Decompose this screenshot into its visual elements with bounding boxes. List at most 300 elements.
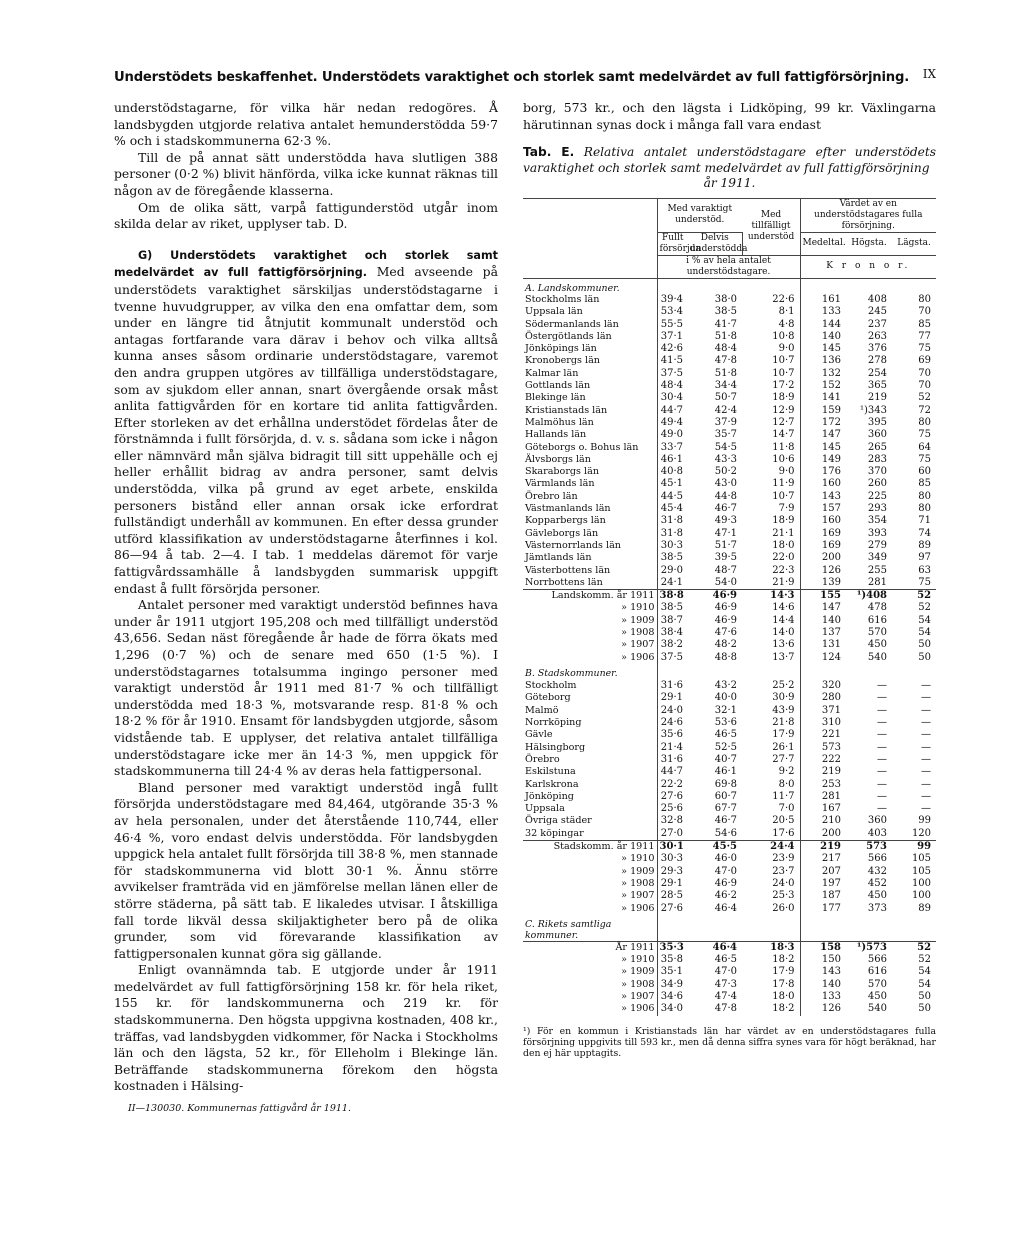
table-row: [523, 766, 936, 778]
cell-hogsta: —: [877, 803, 888, 815]
cell-tillfalligt: 10·7: [742, 491, 800, 503]
cell-medeltal: 200: [821, 827, 842, 839]
cell-medeltal: 200: [821, 552, 842, 564]
cell-fullt: 31·6: [660, 680, 683, 692]
row-label: Södermanlands län: [523, 319, 657, 331]
cell-tillfalligt: 43·9: [742, 705, 800, 717]
section-paragraph: [114, 247, 498, 597]
page-number: IX: [922, 67, 936, 81]
table-row: [523, 368, 936, 380]
cell-medeltal: 159: [821, 404, 842, 416]
cell-lagsta: 70: [918, 380, 932, 392]
row-label: Malmöhus län: [523, 417, 657, 429]
row-label: [523, 991, 657, 1003]
row-label: [523, 890, 657, 902]
cell-lagsta: 71: [918, 515, 932, 527]
cell-lagsta: 85: [918, 318, 932, 330]
cell-medeltal: 187: [821, 890, 842, 902]
row-label: Kalmar län: [523, 368, 657, 380]
cell-medeltal: 222: [821, 753, 842, 765]
cell-tillfalligt: 20·5: [742, 815, 800, 827]
cell-tillfalligt: 18·2: [742, 1003, 800, 1015]
cell-tillfalligt: 10·6: [742, 454, 800, 466]
table-row: [523, 639, 936, 651]
cell-hogsta: 360: [867, 815, 888, 827]
cell-hogsta: ¹)343: [860, 404, 888, 416]
cell-hogsta: 450: [867, 890, 888, 902]
cell-hogsta: 255: [867, 564, 888, 576]
paragraph: Antalet personer med varaktigt understöd befinnes hava under år 1911 utgjort 195,208 och med tillfälligt understöd 43,656. Sedan näst föregående år hade de förra ökats med 1,296 (0·7 %) och de senare med 650 (1·5 %). I understödstagarnes totalsumma ingingo personer med varaktigt understöd år 1911 med 81·7 % och tillfälligt understödda med 18·3 %, motsvarande resp. 81·8 % och 18·2 % för år 1910. Ensamt för landsbygden utgjorde, såsom vidstående tab. E upplyser, det relativa antalet tillfälliga understödstagare icke mer än 14·3 %, men uppgick för stadskommunerna till 24·4 % av deras hela fattigpersonal.: [114, 597, 498, 779]
cell-fullt: 34·6: [660, 991, 683, 1002]
cell-medeltal: 172: [821, 416, 842, 428]
cell-fullt: 22·2: [660, 778, 683, 790]
cell-fullt: 31·8: [660, 515, 683, 527]
cell-hogsta: 225: [867, 490, 888, 502]
cell-tillfalligt: 18·3: [742, 941, 800, 954]
cell-fullt: 39·4: [660, 293, 683, 305]
cell-lagsta: 50: [918, 639, 932, 651]
cell-tillfalligt: 21·8: [742, 717, 800, 729]
row-label: [523, 627, 657, 639]
cell-delvis: 51·8: [714, 367, 738, 379]
row-label-prefix: »: [621, 614, 628, 626]
cell-delvis: 40·0: [714, 692, 738, 704]
paragraph: Bland personer med varaktigt understöd ingå fullt försörjda understödstagare med 84,464, utgörande 35·3 % av hela personalen, under det återstående 110,744, eller 46·4 %, voro endast delvis understödda. För landsbygden uppgick hela antalet fullt försörjda till 38·8 %, men stannade för stadskommunerna vid blott 30·1 %. Ännu större avvikelser framträda vid en jämförelse mellan länen eller de större städerna, på sätt tab. E likaledes utvisar. I åtskilliga fall torde likväl dessa skiljaktigheter bero på de olika grunder, som vid förevarande klassifikation av fattigpersonalen kunnat göra sig gällande.: [114, 779, 498, 961]
row-label: [523, 1003, 657, 1015]
cell-medeltal: 155: [800, 590, 846, 603]
table-body-a: [523, 294, 936, 590]
cell-tillfalligt: 10·7: [742, 355, 800, 367]
cell-delvis: 46·4: [714, 902, 738, 914]
cell-lagsta: 54: [918, 978, 932, 990]
table-row: [523, 343, 936, 355]
cell-delvis: 69·8: [714, 778, 738, 790]
row-label-prefix: »: [621, 853, 628, 865]
cell-tillfalligt: 14·6: [742, 602, 800, 614]
cell-hogsta: 365: [867, 380, 888, 392]
table-row: [523, 442, 936, 454]
cell-hogsta: —: [877, 753, 888, 765]
cell-hogsta: 570: [867, 978, 888, 990]
cell-tillfalligt: 17·2: [742, 380, 800, 392]
row-year: 1911: [630, 941, 655, 953]
row-label-prefix: »: [621, 639, 628, 651]
cell-lagsta: 80: [918, 416, 932, 428]
cell-tillfalligt: 24·0: [742, 878, 800, 890]
table-row: [523, 903, 936, 915]
cell-fullt: 44·7: [660, 404, 683, 416]
cell-medeltal: 147: [821, 602, 842, 614]
row-label-prefix: »: [621, 954, 628, 966]
header-tillfalligt: Med tillfälligt understöd: [742, 198, 800, 255]
cell-medeltal: 253: [821, 778, 842, 790]
row-year: 1910: [630, 602, 655, 614]
cell-delvis: 53·6: [714, 717, 738, 729]
cell-delvis: 47·1: [714, 527, 738, 539]
cell-delvis: 48·2: [714, 639, 738, 651]
cell-hogsta: 540: [867, 651, 888, 663]
header-percent: i % av hela antalet understödstagare.: [657, 255, 800, 278]
table-row: [523, 853, 936, 865]
cell-fullt: 44·5: [660, 490, 683, 502]
cell-delvis: 48·4: [714, 343, 738, 355]
row-label: Eskilstuna: [523, 766, 657, 778]
cell-fullt: 45·1: [660, 478, 683, 490]
right-column: [523, 100, 936, 1059]
paragraph: Till de på annat sätt understödda hava slutligen 388 personer (0·2 %) blivit hänförda, vilka icke kunnat räknas till någon av de föregående klasserna.: [114, 149, 499, 198]
cell-tillfalligt: 18·0: [742, 991, 800, 1003]
row-label-prefix: »: [621, 890, 628, 902]
row-label: [523, 966, 657, 978]
table-row: [523, 754, 936, 766]
cell-fullt: 34·0: [660, 1003, 683, 1015]
table-row: [523, 602, 936, 614]
cell-tillfalligt: 25·2: [742, 680, 800, 692]
table-row: [523, 779, 936, 791]
table-years-b: [523, 841, 936, 915]
table-row: [523, 717, 936, 729]
cell-lagsta: 100: [911, 890, 932, 902]
cell-fullt: 27·6: [660, 790, 683, 802]
cell-medeltal: 177: [821, 902, 842, 914]
cell-lagsta: —: [921, 778, 932, 790]
table-row: [523, 590, 936, 603]
cell-lagsta: 52: [892, 590, 936, 603]
cell-delvis: 39·5: [714, 552, 738, 564]
cell-hogsta: 370: [867, 466, 888, 478]
table-row: [523, 306, 936, 318]
row-label: [523, 878, 657, 890]
cell-delvis: 48·7: [714, 564, 738, 576]
cell-fullt: 45·4: [660, 503, 683, 515]
cell-fullt: 31·8: [660, 527, 683, 539]
cell-tillfalligt: 24·4: [742, 841, 800, 854]
cell-hogsta: 376: [867, 343, 888, 355]
cell-delvis: 37·9: [714, 416, 738, 428]
row-year: 1910: [630, 853, 655, 865]
cell-hogsta: 263: [867, 330, 888, 342]
cell-medeltal: 140: [821, 330, 842, 342]
row-label: Kopparbergs län: [523, 515, 657, 527]
cell-lagsta: 50: [918, 1003, 932, 1015]
cell-medeltal: 219: [821, 766, 842, 778]
table-row: [523, 331, 936, 343]
cell-hogsta: 573: [846, 841, 892, 854]
cell-tillfalligt: 4·8: [742, 319, 800, 331]
cell-lagsta: 80: [918, 490, 932, 502]
row-label-prefix: »: [621, 902, 628, 914]
table-row: [523, 705, 936, 717]
row-year: 1908: [630, 877, 655, 889]
cell-lagsta: 85: [918, 478, 932, 490]
cell-lagsta: 52: [918, 392, 932, 404]
table-row: [523, 941, 936, 954]
cell-hogsta: ¹)408: [846, 590, 892, 603]
row-year: 1911: [630, 841, 655, 853]
table-row: [523, 1003, 936, 1015]
cell-fullt: 53·4: [660, 306, 683, 318]
row-label: [523, 639, 657, 651]
row-year: 1907: [630, 639, 655, 651]
table-row: [523, 815, 936, 827]
cell-fullt: 46·1: [660, 453, 683, 465]
cell-medeltal: 145: [821, 441, 842, 453]
cell-hogsta: 450: [867, 639, 888, 651]
cell-delvis: 49·3: [714, 515, 738, 527]
cell-fullt: 24·1: [660, 576, 683, 588]
row-label: [523, 954, 657, 966]
table-row: [523, 466, 936, 478]
row-label: Västernorrlands län: [523, 540, 657, 552]
cell-delvis: 54·5: [714, 441, 738, 453]
cell-tillfalligt: 7·0: [742, 803, 800, 815]
row-label: Blekinge län: [523, 392, 657, 404]
table-row: [523, 791, 936, 803]
cell-fullt: 49·0: [660, 429, 683, 441]
row-label: Göteborgs o. Bohus län: [523, 442, 657, 454]
row-label: Hallands län: [523, 429, 657, 441]
cell-medeltal: 169: [821, 539, 842, 551]
cell-fullt: 24·0: [660, 704, 683, 716]
cell-fullt: 49·4: [660, 416, 683, 428]
row-label: Uppsala län: [523, 306, 657, 318]
cell-tillfalligt: 21·9: [742, 577, 800, 590]
cell-hogsta: 245: [867, 306, 888, 318]
row-label-prefix: »: [621, 978, 628, 990]
row-year: 1907: [630, 890, 655, 902]
cell-delvis: 54·0: [714, 576, 738, 588]
cell-lagsta: 69: [918, 355, 932, 367]
cell-lagsta: 63: [918, 564, 932, 576]
row-label: Värmlands län: [523, 478, 657, 490]
cell-tillfalligt: 7·9: [742, 503, 800, 515]
cell-delvis: 46·1: [714, 766, 738, 778]
cell-tillfalligt: 12·7: [742, 417, 800, 429]
cell-hogsta: 570: [867, 626, 888, 638]
table-row: [523, 803, 936, 815]
cell-hogsta: 450: [867, 991, 888, 1002]
cell-lagsta: —: [921, 680, 932, 692]
row-label: [523, 979, 657, 991]
running-header: [114, 66, 936, 85]
row-label: [523, 615, 657, 627]
table-row: [523, 417, 936, 429]
cell-tillfalligt: 11·7: [742, 791, 800, 803]
row-label-prefix: »: [621, 626, 628, 638]
row-label: Gävle: [523, 729, 657, 741]
cell-tillfalligt: 9·0: [742, 466, 800, 478]
cell-medeltal: 281: [821, 790, 842, 802]
cell-medeltal: 310: [821, 717, 842, 729]
cell-tillfalligt: 22·6: [742, 294, 800, 306]
cell-tillfalligt: 11·9: [742, 478, 800, 490]
table-caption-year: år 1911.: [703, 176, 756, 191]
cell-hogsta: —: [877, 766, 888, 778]
cell-delvis: 46·7: [714, 503, 738, 515]
cell-delvis: 60·7: [714, 790, 738, 802]
cell-tillfalligt: 23·9: [742, 853, 800, 865]
row-label: [523, 602, 657, 614]
cell-medeltal: 147: [821, 429, 842, 441]
row-year: 1909: [630, 614, 655, 626]
cell-lagsta: 100: [911, 877, 932, 889]
cell-tillfalligt: 22·0: [742, 552, 800, 564]
cell-lagsta: 54: [918, 626, 932, 638]
cell-lagsta: 120: [911, 827, 932, 839]
table-body-b: [523, 680, 936, 840]
row-label: [523, 652, 657, 664]
cell-delvis: 44·8: [714, 490, 738, 502]
cell-hogsta: —: [877, 692, 888, 704]
cell-medeltal: 144: [821, 318, 842, 330]
row-label-prefix: Stadskomm. år: [553, 841, 628, 853]
cell-fullt: 37·5: [660, 367, 683, 379]
section-text: Med avseende på understödets varaktighet särskiljas understödstagarne i tvenne huvudgrupper, av vilka den ena omfattar dem, som under en längre tid åtnjutit kommunalt understöd och antagas fortfarande vara därav i behov och vilka alltså kunna anses såsom ordinarie understödstagare, varemot den andra gruppen utgöres av tillfälliga understödstagare, som av sjukdom eller annan, snart övergående orsak måst anlita fattigvården för en kortare tid anlita fattigvården. Efter storleken av det erhållna understödet fördelas åter de förstnämnda i fullt försörjda, d. v. s. sådana som icke i någon eller nämnvärd mån själva bidragit till sitt uppehälle och ej heller erhållit bidrag av andra personer, samt delvis understödda, vilka på grund av eget arbete, enskilda personers bistånd eller annan orsak icke erfordrat fullständigt underhåll av kommunen. En efter dessa grunder utförd klassifikation av understödstagarne återfinnes i kol. 86—94 å tab. 2—4. I tab. 1 meddelas däremot för varje fattigvårdssamhälle å landsbygden summarisk uppgift endast å fullt försörjda personer.: [114, 264, 498, 596]
cell-lagsta: 54: [918, 966, 932, 978]
cell-hogsta: 478: [867, 602, 888, 614]
header-lagsta: Lägsta.: [897, 238, 931, 249]
row-label-prefix: »: [621, 991, 628, 1002]
cell-tillfalligt: 14·3: [742, 590, 800, 603]
cell-fullt: 38·2: [660, 639, 683, 651]
row-label: Skaraborgs län: [523, 466, 657, 478]
cell-medeltal: 150: [821, 954, 842, 966]
cell-lagsta: 75: [918, 453, 932, 465]
cell-tillfalligt: 23·7: [742, 866, 800, 878]
cell-medeltal: 160: [821, 478, 842, 490]
cell-hogsta: 566: [867, 954, 888, 966]
row-label-prefix: År: [615, 941, 628, 953]
cell-delvis: 46·9: [714, 614, 738, 626]
cell-lagsta: 60: [918, 466, 932, 478]
cell-delvis: 47·8: [714, 1003, 738, 1015]
cell-lagsta: 72: [918, 404, 932, 416]
section-heading: G) Understödets varaktighet och storlek samt medelvärdet av full fattigförsörjning.: [114, 248, 498, 280]
header-hogsta: Högsta.: [851, 238, 887, 249]
cell-lagsta: —: [921, 692, 932, 704]
cell-fullt: 21·4: [660, 741, 683, 753]
table-row: [523, 577, 936, 590]
cell-lagsta: 75: [918, 576, 932, 588]
cell-lagsta: 105: [911, 865, 932, 877]
cell-tillfalligt: 21·1: [742, 528, 800, 540]
cell-delvis: 43·2: [714, 680, 738, 692]
cell-tillfalligt: 18·9: [742, 515, 800, 527]
cell-hogsta: 616: [867, 614, 888, 626]
cell-medeltal: 207: [821, 865, 842, 877]
cell-medeltal: 140: [821, 614, 842, 626]
cell-hogsta: 278: [867, 355, 888, 367]
cell-medeltal: 124: [821, 651, 842, 663]
cell-fullt: 40·8: [660, 466, 683, 478]
cell-delvis: 46·5: [714, 954, 738, 966]
table-row: [523, 515, 936, 527]
row-year: 1906: [630, 651, 655, 663]
cell-hogsta: 293: [867, 503, 888, 515]
table-row: [523, 552, 936, 564]
cell-delvis: 43·0: [714, 478, 738, 490]
header-title: Understödets beskaffenhet. Understödets varaktighet och storlek samt medelvärdet av full fattigförsörjning.: [114, 70, 910, 85]
row-label: Västmanlands län: [523, 503, 657, 515]
row-label: Uppsala: [523, 803, 657, 815]
cell-fullt: 27·0: [660, 827, 683, 839]
cell-fullt: 41·5: [660, 355, 683, 367]
cell-hogsta: —: [877, 741, 888, 753]
cell-lagsta: 77: [918, 330, 932, 342]
table-row: [523, 991, 936, 1003]
cell-medeltal: 143: [821, 966, 842, 978]
cell-lagsta: 50: [918, 651, 932, 663]
paragraph: Enligt ovannämnda tab. E utgjorde under år 1911 medelvärdet av full fattigförsörjning 158 kr. för hela riket, 155 kr. för landskommunerna och 219 kr. för stadskommunerna. Den högsta uppgivna kostnaden, 408 kr., träffas, vad landsbygden vidkommer, för Nacka i Stockholms län och den lägsta, 52 kr., för Elleholm i Blekinge län. Beträffande stadskommunerna förekom den högsta kostnaden i Hälsing-: [114, 962, 498, 1094]
cell-lagsta: 99: [892, 841, 936, 854]
cell-fullt: 38·8: [657, 590, 688, 603]
table-row: [523, 429, 936, 441]
cell-delvis: 32·1: [714, 704, 738, 716]
cell-medeltal: 145: [821, 343, 842, 355]
cell-delvis: 47·3: [714, 978, 738, 990]
cell-fullt: 31·6: [660, 753, 683, 765]
cell-medeltal: 160: [821, 515, 842, 527]
row-year: 1908: [630, 626, 655, 638]
table-row: [523, 478, 936, 490]
table-years-c: [523, 941, 936, 1015]
cell-fullt: 55·5: [660, 318, 683, 330]
cell-hogsta: 219: [867, 392, 888, 404]
cell-fullt: 38·4: [660, 626, 683, 638]
cell-delvis: 46·9: [688, 590, 742, 603]
cell-delvis: 54·6: [714, 827, 738, 839]
cell-tillfalligt: 10·7: [742, 368, 800, 380]
table-row: [523, 979, 936, 991]
cell-tillfalligt: 18·9: [742, 392, 800, 404]
table-row: [523, 878, 936, 890]
row-label: [523, 841, 657, 854]
cell-hogsta: 395: [867, 416, 888, 428]
row-label: Östergötlands län: [523, 331, 657, 343]
header-varde: Värdet av en understödstagares fulla försörjning.: [800, 198, 936, 232]
row-label-prefix: »: [621, 651, 628, 663]
cell-tillfalligt: 17·8: [742, 979, 800, 991]
cell-hogsta: 403: [867, 827, 888, 839]
header-blank: [523, 198, 657, 278]
cell-fullt: 44·7: [660, 766, 683, 778]
cell-tillfalligt: 13·6: [742, 639, 800, 651]
cell-medeltal: 197: [821, 877, 842, 889]
table-row: [523, 454, 936, 466]
cell-lagsta: 52: [892, 941, 936, 954]
cell-medeltal: 141: [821, 392, 842, 404]
table-row: [523, 680, 936, 692]
cell-delvis: 47·8: [714, 355, 738, 367]
cell-fullt: 35·8: [660, 954, 683, 966]
cell-delvis: 35·7: [714, 429, 738, 441]
cell-delvis: 51·7: [714, 539, 738, 551]
cell-fullt: 30·4: [660, 392, 683, 404]
cell-hogsta: 279: [867, 539, 888, 551]
cell-fullt: 30·3: [660, 853, 683, 865]
cell-delvis: 52·5: [714, 741, 738, 753]
cell-lagsta: —: [921, 790, 932, 802]
cell-delvis: 41·7: [714, 318, 738, 330]
row-label-prefix: »: [621, 966, 628, 978]
cell-lagsta: 75: [918, 429, 932, 441]
cell-hogsta: 360: [867, 429, 888, 441]
paragraph: Om de olika sätt, varpå fattigunderstöd utgår inom skilda delar av riket, upplyser tab. D.: [114, 199, 498, 232]
table-row: [523, 294, 936, 306]
cell-tillfalligt: 11·8: [742, 442, 800, 454]
cell-delvis: 46·9: [714, 602, 738, 614]
cell-fullt: 37·5: [660, 651, 683, 663]
